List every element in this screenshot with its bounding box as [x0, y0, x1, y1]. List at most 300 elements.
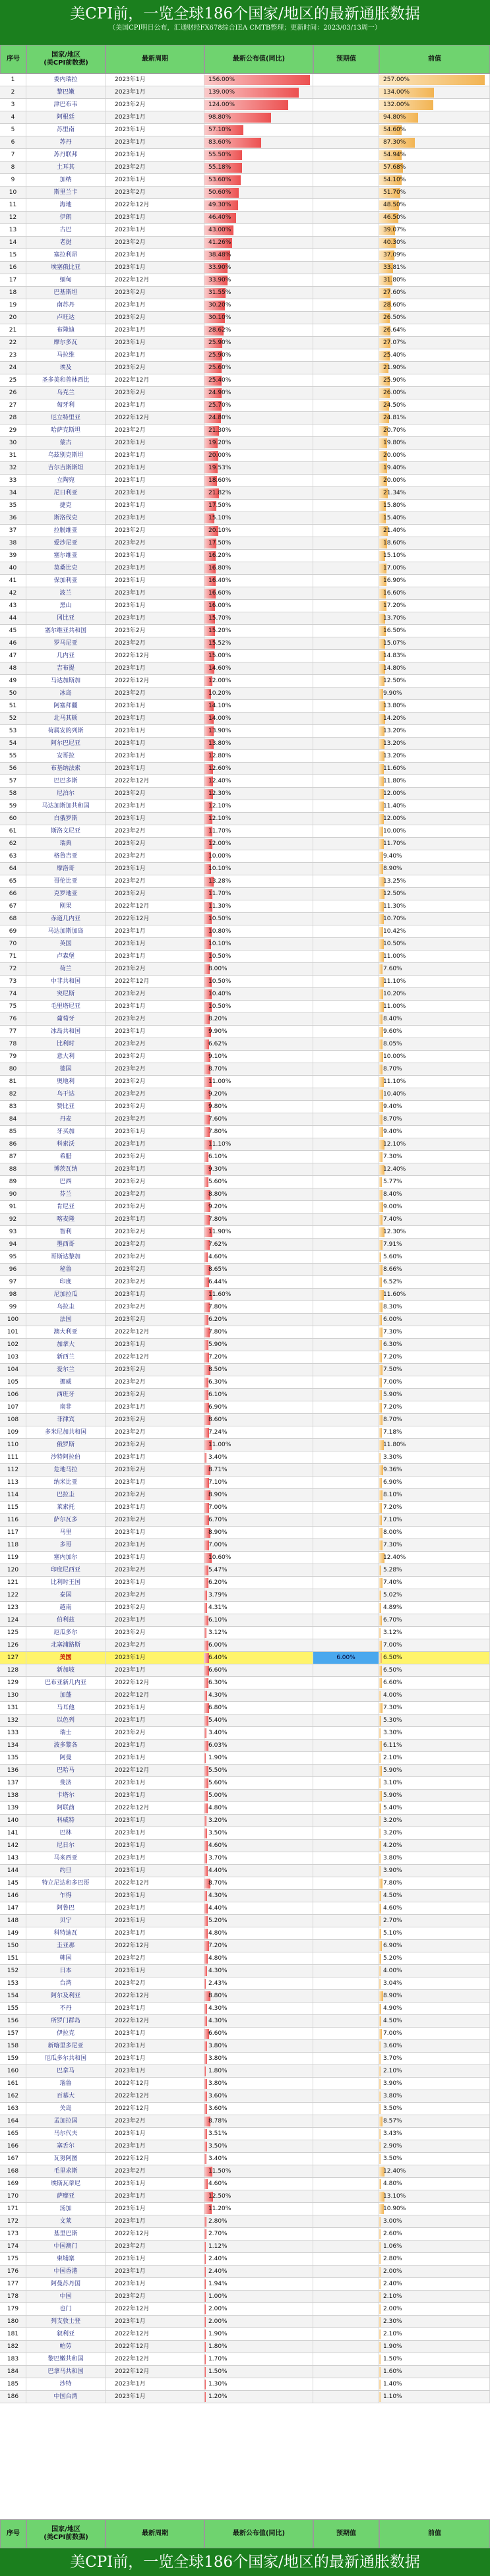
prev-value: 11.70%: [383, 840, 406, 847]
forecast-cell: [313, 2303, 379, 2315]
latest-cell: [204, 1639, 313, 1651]
latest-value: 1.80%: [208, 2343, 228, 2350]
country-cell: 泰国: [26, 1589, 106, 1601]
latest-cell: [204, 1614, 313, 1626]
forecast-cell: [313, 2128, 379, 2140]
prev-cell: [379, 1865, 490, 1877]
country-cell: 伊拉克: [26, 2028, 106, 2039]
latest-value: 2.40%: [208, 2268, 228, 2275]
period-cell: 2023年2月: [106, 988, 204, 1000]
table-row: [0, 763, 490, 775]
prev-cell: [379, 1852, 490, 1864]
prev-value: 9.40%: [383, 1103, 402, 1110]
forecast-cell: [313, 2003, 379, 2014]
latest-value: 8.50%: [208, 1366, 228, 1373]
prev-cell: [379, 825, 490, 837]
period-cell: 2023年1月: [106, 2378, 204, 2390]
rank-cell: 16: [0, 262, 26, 274]
country-cell: 意大利: [26, 1051, 106, 1063]
period-cell: 2023年1月: [106, 324, 204, 336]
latest-cell: [204, 1264, 313, 1275]
country-cell: 德国: [26, 1063, 106, 1075]
forecast-cell: [313, 1589, 379, 1601]
table-row: [0, 2366, 490, 2378]
table-row: [0, 450, 490, 462]
period-cell: 2022年12月: [106, 1351, 204, 1363]
prev-cell: [379, 850, 490, 862]
prev-cell: [379, 2028, 490, 2039]
forecast-cell: [313, 1865, 379, 1877]
prev-value: 2.30%: [383, 2318, 402, 2325]
latest-cell: [204, 1740, 313, 1751]
period-cell: 2022年12月: [106, 2015, 204, 2027]
country-cell: 阿联酋: [26, 1802, 106, 1814]
prev-value: 8.66%: [383, 1266, 402, 1273]
prev-cell: [379, 2203, 490, 2215]
prev-cell: [379, 2353, 490, 2365]
latest-cell: [204, 587, 313, 599]
latest-value: 8.70%: [208, 1880, 228, 1887]
table-row: [0, 1639, 490, 1652]
latest-value: 6.10%: [208, 1391, 228, 1398]
prev-value: 3.20%: [383, 1830, 402, 1836]
latest-value: 3.70%: [208, 1855, 228, 1861]
country-cell: 苏丹: [26, 136, 106, 148]
prev-value: 3.00%: [383, 2218, 402, 2225]
forecast-cell: [313, 988, 379, 1000]
country-cell: 阿尔巴尼亚: [26, 738, 106, 749]
prev-cell: [379, 500, 490, 512]
rank-cell: 48: [0, 662, 26, 674]
latest-value: 1.80%: [208, 2068, 228, 2074]
forecast-cell: [313, 850, 379, 862]
prev-value: 10.00%: [383, 1053, 406, 1060]
rank-cell: 62: [0, 838, 26, 850]
rank-cell: 37: [0, 525, 26, 537]
prev-cell: [379, 713, 490, 724]
latest-value: 5.60%: [208, 1780, 228, 1786]
country-cell: 捷克: [26, 500, 106, 512]
forecast-cell: [313, 1840, 379, 1852]
prev-cell: [379, 1151, 490, 1163]
latest-cell: [204, 1314, 313, 1326]
latest-cell: [204, 1138, 313, 1150]
period-cell: 2023年2月: [106, 1414, 204, 1426]
latest-value: 9.20%: [208, 1204, 228, 1210]
period-cell: 2023年2月: [106, 1201, 204, 1213]
prev-value: 17.00%: [383, 565, 406, 571]
table-row: [0, 1251, 490, 1264]
forecast-cell: [313, 2103, 379, 2115]
prev-value: 5.40%: [383, 1805, 402, 1811]
period-cell: 2023年2月: [106, 237, 204, 249]
table-row: [0, 1038, 490, 1051]
period-cell: 2023年1月: [106, 2053, 204, 2064]
latest-value: 3.80%: [208, 2055, 228, 2062]
rank-cell: 64: [0, 863, 26, 875]
forecast-cell: [313, 1439, 379, 1451]
country-cell: 乍得: [26, 1890, 106, 1902]
prev-value: 12.40%: [383, 2168, 406, 2175]
prev-value: 17.20%: [383, 602, 406, 609]
period-cell: 2023年2月: [106, 1264, 204, 1275]
rank-cell: 150: [0, 1940, 26, 1952]
prev-value: 5.02%: [383, 1592, 402, 1598]
prev-value: 10.50%: [383, 941, 406, 947]
latest-cell: [204, 224, 313, 236]
country-cell: 委内瑞拉: [26, 74, 106, 86]
country-cell: 哈萨克斯坦: [26, 424, 106, 436]
latest-cell: [204, 2078, 313, 2090]
latest-value: 11.30%: [208, 903, 231, 910]
country-cell: 汤加: [26, 2203, 106, 2215]
rank-cell: 92: [0, 1214, 26, 1225]
latest-value: 156.00%: [208, 76, 235, 83]
forecast-cell: [313, 1126, 379, 1138]
prev-value: 8.40%: [383, 1016, 402, 1022]
latest-cell: [204, 612, 313, 624]
latest-cell: [204, 2128, 313, 2140]
table-row: [0, 224, 490, 237]
prev-cell: [379, 1013, 490, 1025]
latest-value: 30.20%: [208, 302, 231, 308]
rank-cell: 158: [0, 2040, 26, 2052]
latest-cell: [204, 850, 313, 862]
table-row: [0, 74, 490, 86]
latest-cell: [204, 1990, 313, 2002]
page-subtitle: （美国CPI明日公布，汇通财经FX678综合IEA CMTB整理；更新时间：2023/03/13周一）: [109, 24, 381, 32]
latest-value: 7.00%: [208, 1542, 228, 1548]
latest-value: 10.50%: [208, 916, 231, 922]
period-cell: 2022年12月: [106, 900, 204, 912]
prev-cell: [379, 224, 490, 236]
table-row: [0, 1890, 490, 1902]
prev-value: 16.60%: [383, 590, 406, 597]
prev-cell: [379, 1214, 490, 1225]
rank-cell: 90: [0, 1188, 26, 1200]
period-cell: 2023年1月: [106, 2190, 204, 2202]
period-cell: 2022年12月: [106, 1802, 204, 1814]
latest-value: 16.40%: [208, 577, 231, 584]
period-cell: 2023年1月: [106, 74, 204, 86]
period-cell: 2023年1月: [106, 713, 204, 724]
latest-value: 12.30%: [208, 790, 231, 797]
table-row: [0, 1865, 490, 1877]
period-cell: 2023年2月: [106, 888, 204, 900]
country-cell: 克罗地亚: [26, 888, 106, 900]
rank-cell: 134: [0, 1740, 26, 1751]
prev-value: 12.40%: [383, 1554, 406, 1561]
latest-value: 13.28%: [208, 878, 231, 885]
forecast-cell: [313, 462, 379, 474]
table-row: [0, 688, 490, 700]
prev-value: 5.90%: [383, 1792, 402, 1799]
rank-cell: 155: [0, 2003, 26, 2014]
country-cell: 斯里兰卡: [26, 187, 106, 198]
prev-cell: [379, 575, 490, 587]
period-cell: 2023年1月: [106, 1827, 204, 1839]
period-cell: 2023年1月: [106, 2065, 204, 2077]
table-row: [0, 312, 490, 324]
country-cell: 阿曼: [26, 1752, 106, 1764]
country-cell: 冰岛共和国: [26, 1026, 106, 1038]
prev-cell: [379, 1765, 490, 1776]
table-row: [0, 675, 490, 688]
forecast-cell: [313, 1827, 379, 1839]
country-cell: 布隆迪: [26, 324, 106, 336]
forecast-cell: [313, 1314, 379, 1326]
latest-cell: [204, 1977, 313, 1989]
table-row: [0, 136, 490, 149]
prev-value: 7.20%: [383, 1404, 402, 1411]
forecast-cell: [313, 875, 379, 887]
period-cell: 2023年1月: [106, 1777, 204, 1789]
rank-cell: 55: [0, 750, 26, 762]
prev-value: 132.00%: [383, 102, 410, 108]
country-cell: 塞舌尔: [26, 2140, 106, 2152]
table-row: [0, 2303, 490, 2316]
country-cell: 吉尔吉斯斯坦: [26, 462, 106, 474]
latest-value: 6.70%: [208, 1517, 228, 1523]
latest-value: 2.00%: [208, 2318, 228, 2325]
latest-cell: [204, 750, 313, 762]
country-cell: 瑞士: [26, 1727, 106, 1739]
prev-value: 5.90%: [383, 1767, 402, 1774]
latest-cell: [204, 475, 313, 486]
rank-cell: 86: [0, 1138, 26, 1150]
prev-value: 11.30%: [383, 903, 406, 910]
forecast-cell: [313, 1138, 379, 1150]
prev-value: 6.90%: [383, 1479, 402, 1486]
latest-cell: [204, 1401, 313, 1413]
forecast-cell: [313, 1201, 379, 1213]
period-cell: 2023年2月: [106, 850, 204, 862]
period-cell: 2023年2月: [106, 1627, 204, 1639]
table-row: [0, 187, 490, 199]
prev-cell: [379, 2128, 490, 2140]
latest-value: 49.30%: [208, 202, 231, 208]
rank-cell: 180: [0, 2316, 26, 2327]
table-row: [0, 2278, 490, 2291]
country-cell: 吉布提: [26, 662, 106, 674]
footer-header-latest: 最新公布值(同比): [204, 2519, 313, 2548]
country-cell: 黎巴嫩: [26, 86, 106, 98]
forecast-cell: [313, 349, 379, 361]
latest-cell: [204, 963, 313, 975]
country-cell: 南非: [26, 1401, 106, 1413]
latest-cell: [204, 1013, 313, 1025]
table-row: [0, 1214, 490, 1226]
table-row: [0, 1426, 490, 1439]
latest-cell: [204, 2140, 313, 2152]
forecast-cell: [313, 337, 379, 349]
forecast-cell: [313, 900, 379, 912]
table-row: [0, 1339, 490, 1351]
latest-cell: [204, 1188, 313, 1200]
latest-value: 11.20%: [208, 2206, 231, 2212]
latest-value: 4.80%: [208, 1930, 228, 1937]
period-cell: 2022年12月: [106, 274, 204, 286]
rank-cell: 139: [0, 1802, 26, 1814]
latest-value: 8.71%: [208, 1467, 228, 1473]
prev-value: 5.30%: [383, 1717, 402, 1724]
latest-cell: [204, 1026, 313, 1038]
latest-cell: [204, 1527, 313, 1538]
prev-cell: [379, 2215, 490, 2227]
country-cell: 北塞浦路斯: [26, 1639, 106, 1651]
rank-cell: 4: [0, 111, 26, 123]
period-cell: 2022年12月: [106, 2353, 204, 2365]
latest-value: 1.30%: [208, 2381, 228, 2387]
forecast-cell: [313, 1614, 379, 1626]
rank-cell: 36: [0, 512, 26, 524]
latest-cell: [204, 838, 313, 850]
prev-value: 5.10%: [383, 1930, 402, 1937]
prev-value: 4.20%: [383, 1842, 402, 1849]
latest-cell: [204, 788, 313, 800]
table-row: [0, 637, 490, 650]
prev-value: 9.36%: [383, 1467, 402, 1473]
prev-value: 10.70%: [383, 916, 406, 922]
rank-cell: 81: [0, 1076, 26, 1088]
latest-cell: [204, 1126, 313, 1138]
latest-value: 7.62%: [208, 1241, 228, 1248]
prev-value: 15.40%: [383, 515, 406, 521]
prev-value: 13.20%: [383, 753, 406, 759]
latest-cell: [204, 1351, 313, 1363]
latest-cell: [204, 1489, 313, 1501]
latest-cell: [204, 111, 313, 123]
forecast-cell: [313, 775, 379, 787]
latest-value: 7.10%: [208, 1479, 228, 1486]
prev-cell: [379, 988, 490, 1000]
forecast-cell: [313, 287, 379, 299]
forecast-cell: [313, 1927, 379, 1939]
rank-cell: 18: [0, 287, 26, 299]
forecast-cell: [313, 1815, 379, 1827]
period-cell: 2023年1月: [106, 349, 204, 361]
country-cell: 摩尔多瓦: [26, 337, 106, 349]
prev-cell: [379, 1464, 490, 1476]
latest-cell: [204, 2378, 313, 2390]
latest-value: 4.80%: [208, 1955, 228, 1962]
forecast-cell: [313, 2140, 379, 2152]
table-row: [0, 575, 490, 587]
table-row: [0, 1126, 490, 1138]
forecast-cell: [313, 450, 379, 461]
prev-value: 12.50%: [383, 678, 406, 684]
country-cell: 乌拉圭: [26, 1301, 106, 1313]
prev-cell: [379, 362, 490, 374]
period-cell: 2023年1月: [106, 2253, 204, 2265]
country-cell: 拉脱维亚: [26, 525, 106, 537]
footer-title: 美CPI前，一览全球186个国家/地区的最新通胀数据: [70, 2554, 420, 2571]
rank-cell: 119: [0, 1552, 26, 1564]
period-cell: 2022年12月: [106, 1940, 204, 1952]
rank-cell: 171: [0, 2203, 26, 2215]
table-row: [0, 199, 490, 212]
forecast-cell: [313, 838, 379, 850]
rank-cell: 8: [0, 161, 26, 173]
prev-cell: [379, 587, 490, 599]
table-row: [0, 2065, 490, 2078]
forecast-cell: [313, 1664, 379, 1676]
prev-value: 1.90%: [383, 2343, 402, 2350]
latest-value: 4.30%: [208, 2018, 228, 2024]
country-cell: 老挝: [26, 237, 106, 249]
latest-value: 43.00%: [208, 227, 231, 233]
forecast-cell: [313, 1552, 379, 1564]
prev-cell: [379, 1564, 490, 1576]
table-row: [0, 1088, 490, 1101]
country-cell: 瓦努阿图: [26, 2153, 106, 2165]
country-cell: 乌干达: [26, 1088, 106, 1100]
rank-cell: 149: [0, 1927, 26, 1939]
prev-value: 25.90%: [383, 377, 406, 384]
prev-value: 2.60%: [383, 2231, 402, 2237]
prev-cell: [379, 1126, 490, 1138]
country-cell: 葡萄牙: [26, 1013, 106, 1025]
country-cell: 毛里求斯: [26, 2165, 106, 2177]
country-cell: 塞尔维亚: [26, 550, 106, 562]
prev-value: 7.00%: [383, 1379, 402, 1386]
prev-cell: [379, 237, 490, 249]
latest-value: 8.80%: [208, 1191, 228, 1198]
forecast-cell: [313, 788, 379, 800]
prev-cell: [379, 788, 490, 800]
latest-value: 20.10%: [208, 527, 231, 534]
table-row: [0, 2165, 490, 2178]
rank-cell: 46: [0, 637, 26, 649]
table-row: [0, 1765, 490, 1777]
latest-value: 11.00%: [208, 1078, 231, 1085]
latest-cell: [204, 74, 313, 86]
table-row: [0, 1714, 490, 1727]
latest-value: 5.90%: [208, 1341, 228, 1348]
latest-cell: [204, 1201, 313, 1213]
table-row: [0, 2266, 490, 2278]
table-row: [0, 662, 490, 675]
period-cell: 2023年1月: [106, 938, 204, 950]
latest-cell: [204, 2053, 313, 2064]
table-row: [0, 2253, 490, 2266]
rank-cell: 159: [0, 2053, 26, 2064]
prev-value: 6.50%: [383, 1654, 402, 1661]
period-cell: 2023年2月: [106, 1977, 204, 1989]
period-cell: 2023年1月: [106, 512, 204, 524]
country-cell: 立陶宛: [26, 475, 106, 486]
period-cell: 2022年12月: [106, 1326, 204, 1338]
table-row: [0, 1990, 490, 2003]
forecast-cell: [313, 2366, 379, 2378]
latest-value: 124.00%: [208, 102, 235, 108]
rank-cell: 183: [0, 2353, 26, 2365]
rank-cell: 109: [0, 1426, 26, 1438]
table-row: [0, 938, 490, 951]
forecast-cell: [313, 738, 379, 749]
rank-cell: 7: [0, 149, 26, 161]
period-cell: 2023年1月: [106, 450, 204, 461]
period-cell: 2023年1月: [106, 462, 204, 474]
prev-cell: [379, 650, 490, 662]
forecast-cell: [313, 2378, 379, 2390]
prev-cell: [379, 938, 490, 950]
country-cell: 巴基斯坦: [26, 287, 106, 299]
period-cell: 2023年2月: [106, 1301, 204, 1313]
latest-cell: [204, 976, 313, 987]
prev-value: 2.80%: [383, 2256, 402, 2262]
period-cell: 2023年2月: [106, 625, 204, 637]
